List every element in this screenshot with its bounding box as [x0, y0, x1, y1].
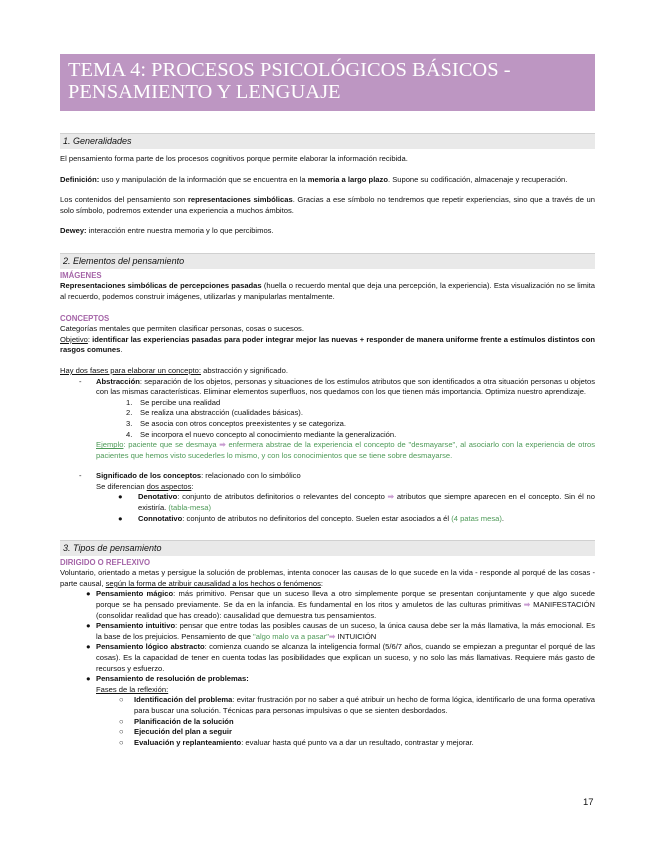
denotative-text: : conjunto de atributos definitorios o relevantes del concepto: [177, 492, 388, 502]
section-heading-tipos: 3. Tipos de pensamiento: [60, 540, 595, 556]
bullet-icon: ●: [86, 642, 91, 652]
phase-label: Identificación del problema: [134, 695, 233, 705]
phases-text: abstracción y significado.: [201, 365, 288, 375]
phases-underlined: Hay dos fases para elaborar un concepto:: [60, 365, 201, 375]
arrow-right-icon: ➡: [219, 440, 226, 450]
directed-text: Voluntario, orientado a metas y persigue la solución de problemas, intenta conocer las causas de lo que sucede en la vida - responde al porqué de las cosas - parte causal,: [60, 568, 595, 588]
abstraction-item: [60, 377, 595, 398]
abstraction-text: : separación de los objetos, personas y situaciones de los estímulos atributos que son identificados a otra situación personas u objetos con las mismas características. Eliminar elementos superfluos, nos quedamos con los que tienen más importancia. Optimiza nuestro aprendizaje.: [96, 376, 595, 397]
arrow-right-icon: ➡: [387, 492, 395, 502]
images-paragraph: [60, 281, 595, 302]
intuitive-thinking-item: [60, 621, 595, 642]
meaning-text: : relacionado con lo simbólico: [201, 471, 301, 481]
dewey-paragraph: [60, 226, 595, 237]
phase-item: [60, 738, 595, 749]
step-number: 4.: [126, 429, 133, 439]
aspects-colon: :: [191, 481, 194, 491]
bullet-icon: ●: [86, 674, 91, 684]
objective-colon: :: [87, 334, 93, 344]
objective-bold: identificar las experiencias pasadas para poder integrar mejor las nuevas + responder de manera uniforme frente a estímulos distintos con rasgos comunes: [60, 334, 595, 355]
meaning-aspects: [60, 482, 595, 493]
phase-label: Ejecución del plan a seguir: [134, 727, 232, 737]
bullet-icon: ●: [118, 513, 123, 523]
numbered-step: [60, 398, 595, 409]
phase-text: : evitar frustración por no saber a qué atribuir un hecho de forma lógica, identificarlo de una forma operativa para buscar una solución. Técnicas para personas impulsivas o que se sienten desbordados.: [134, 695, 596, 715]
directed-underlined: según la forma de atribuir causalidad a los hechos o fenómenos: [105, 578, 321, 588]
representations-text: Los contenidos del pensamiento son: [60, 195, 188, 205]
connotative-end: .: [501, 513, 504, 523]
arrow-right-icon: ➡: [328, 631, 336, 641]
problem-solving-label: Pensamiento de resolución de problemas:: [96, 674, 249, 684]
connotative-example: (4 patas mesa): [451, 513, 502, 523]
step-number: 3.: [126, 418, 133, 428]
directed-colon: :: [320, 578, 324, 588]
objective-end: .: [120, 345, 123, 355]
circle-bullet-icon: ○: [119, 727, 124, 737]
denotative-text-end: atributos que siempre aparecen en el concepto. Sin él no existiría.: [138, 492, 596, 513]
abstraction-label: Abstracción: [96, 376, 140, 386]
section-heading-elementos: 2. Elementos del pensamiento: [60, 253, 595, 269]
circle-bullet-icon: ○: [119, 737, 124, 747]
objective-label: Objetivo: [60, 334, 88, 344]
subheading-dirigido: DIRIGIDO O REFLEXIVO: [60, 558, 151, 568]
example-text-end: enfermera abstrae de la experiencia el concepto de "desmayarse", al asociarlo con la experiencia de otros pacientes que hemos visto sucederles lo mismo, y con los conocimientos que se tiene sobre desmayarse.: [96, 440, 596, 460]
denotative-label: Denotativo: [138, 492, 178, 502]
title-line-1: TEMA 4: PROCESOS PSICOLÓGICOS BÁSICOS -: [68, 59, 511, 81]
magic-thinking-item: [60, 589, 595, 621]
example-text: : paciente que se desmaya: [123, 440, 220, 450]
definition-bold: memoria a largo plazo: [307, 174, 388, 184]
phase-item: [60, 717, 595, 728]
phase-item: [60, 727, 595, 738]
logical-thinking-item: [60, 642, 595, 674]
aspects-text: Se diferencian: [96, 481, 147, 491]
arrow-right-icon: ➡: [523, 600, 531, 610]
phases-paragraph: [60, 366, 595, 377]
subheading-conceptos: CONCEPTOS: [60, 314, 110, 324]
magic-text-end: MANIFESTACIÓN (consolidar realidad que has creado): causalidad que demuestra tus pensamientos.: [96, 600, 595, 620]
bullet-icon: ●: [86, 589, 91, 599]
bullet-icon: ●: [86, 621, 91, 631]
bullet-icon: ●: [118, 492, 123, 502]
phase-item: [60, 695, 595, 716]
step-text: Se percibe una realidad: [140, 397, 221, 407]
objective-paragraph: [60, 335, 595, 356]
circle-bullet-icon: ○: [119, 716, 124, 726]
subheading-imagenes: IMÁGENES: [60, 270, 102, 280]
step-text: Se realiza una abstracción (cualidades básicas).: [140, 408, 303, 418]
dash-marker: -: [79, 471, 82, 481]
numbered-step: [60, 430, 595, 441]
images-bold: Representaciones simbólicas de percepciones pasadas: [60, 280, 262, 290]
title-banner: [60, 54, 595, 111]
connotative-item: [60, 514, 595, 525]
directed-paragraph: [60, 568, 595, 589]
intuitive-text-end: INTUICIÓN: [335, 631, 377, 641]
reflection-phases: [60, 685, 595, 696]
meaning-item: [60, 471, 595, 482]
reflection-phases-label: Fases de la reflexión:: [96, 684, 169, 694]
circle-bullet-icon: ○: [119, 695, 124, 705]
images-text: (huella o recuerdo mental que deja una percepción, la experiencia). Esta visualización no se limita al recuerdo, podemos construir imágenes, utilizarlas y manipularlas mentalmente.: [60, 280, 595, 301]
representations-bold: representaciones simbólicas: [187, 195, 293, 205]
step-text: Se incorpora el nuevo concepto al conocimiento mediante la generalización.: [140, 429, 397, 439]
definition-text-end: . Supone su codificación, almacenaje y recuperación.: [387, 174, 568, 184]
concepts-paragraph: Categorías mentales que permiten clasificar personas, cosas o sucesos.: [60, 324, 304, 334]
definition-text: uso y manipulación de la información que se encuentra en la: [99, 174, 308, 184]
definition-paragraph: [60, 175, 595, 186]
dewey-text: interacción entre nuestra memoria y lo que percibimos.: [86, 226, 274, 236]
section-heading-generalidades: 1. Generalidades: [60, 133, 595, 149]
phase-text: : evaluar hasta qué punto va a dar un resultado, contrastar y mejorar.: [241, 737, 474, 747]
title-line-2: PENSAMIENTO Y LENGUAJE: [68, 81, 341, 103]
denotative-example: (tabla-mesa): [168, 503, 212, 513]
phase-label: Planificación de la solución: [134, 716, 234, 726]
magic-label: Pensamiento mágico: [96, 589, 174, 599]
step-number: 2.: [126, 408, 133, 418]
dewey-label: Dewey:: [60, 226, 87, 236]
magic-text: : más primitivo. Pensar que un suceso lleva a otro simplemente porque se presentan conjuntamente y que algo sucede porque se ha pensado previamente. Se da en la infancia. Es fundamental en los ritos y amuletos de las culturas primitivas: [96, 589, 596, 610]
step-number: 1.: [126, 397, 133, 407]
representations-paragraph: [60, 195, 595, 216]
intuitive-example: "algo malo va a pasar": [253, 631, 329, 641]
logical-label: Pensamiento lógico abstracto: [96, 642, 205, 652]
problem-solving-item: [60, 674, 595, 685]
denotative-item: [60, 492, 595, 513]
numbered-step: [60, 408, 595, 419]
intro-paragraph: El pensamiento forma parte de los procesos cognitivos porque permite elaborar la información recibida.: [60, 154, 408, 163]
meaning-label: Significado de los conceptos: [96, 471, 202, 481]
page-content: [60, 54, 595, 748]
definition-label: Definición:: [60, 174, 100, 184]
dash-marker: -: [79, 376, 82, 386]
connotative-label: Connotativo: [138, 513, 183, 523]
intuitive-text: : pensar que entre todas las posibles causas de un suceso, la única causa debe ser la más llamativa, la más emocional. Es la base de los prejuicios. Pensamiento de que: [96, 621, 595, 641]
intuitive-label: Pensamiento intuitivo: [96, 621, 176, 631]
connotative-text: : conjunto de atributos no definitorios del concepto. Suelen estar asociados a él: [182, 513, 452, 523]
representations-text-end: . Gracias a ese símbolo no tendremos que repetir experiencias, sino que a través de un solo símbolo, podremos extender una experiencia a muchos ámbitos.: [60, 195, 595, 215]
aspects-underlined: dos aspectos: [146, 481, 192, 491]
phase-label: Evaluación y replanteamiento: [134, 737, 242, 747]
logical-text: : comienza cuando se alcanza la inteligencia formal (5/6/7 años, cuando se empiezan a preguntar el porqué de las cosas). Es la capacidad de tener en cuenta todas las posibilidades que explican un suceso, y no solo las más llamativas. Requiere más gasto de recursos y esfuerzo.: [96, 642, 595, 673]
page-number: 17: [583, 797, 594, 808]
numbered-step: [60, 419, 595, 430]
example-paragraph: [60, 440, 595, 461]
example-label: Ejemplo: [96, 440, 124, 450]
step-text: Se asocia con otros conceptos preexistentes y se categoriza.: [140, 418, 346, 428]
